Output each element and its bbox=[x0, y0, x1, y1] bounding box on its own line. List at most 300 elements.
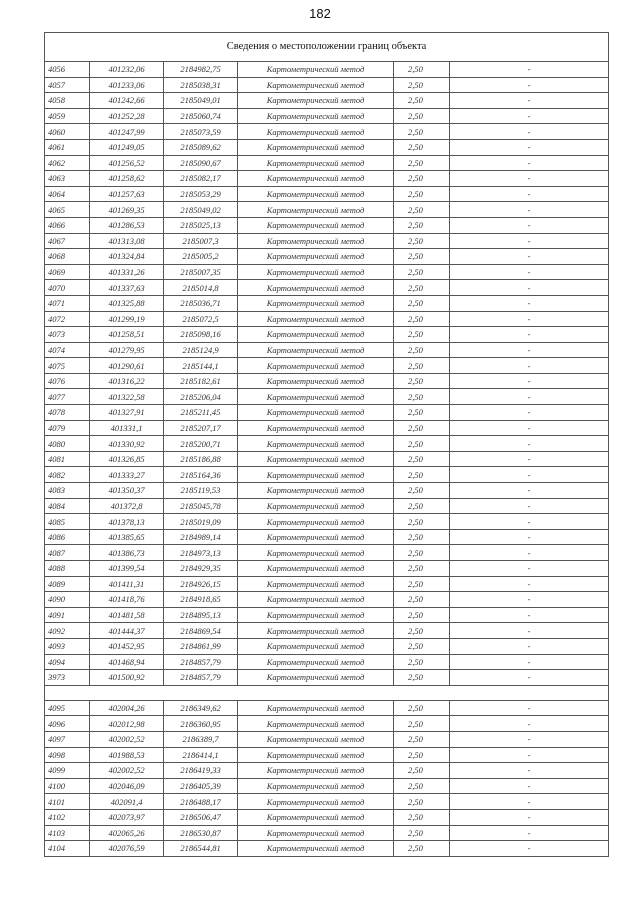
point-number-cell: 4056 bbox=[45, 62, 90, 78]
point-number-cell: 4096 bbox=[45, 716, 90, 732]
x-coordinate-cell: 401299,19 bbox=[90, 311, 164, 327]
precision-cell: 2,50 bbox=[394, 124, 450, 140]
description-cell: - bbox=[450, 155, 609, 171]
y-coordinate-cell: 2185005,2 bbox=[164, 249, 238, 265]
table-row bbox=[45, 358, 609, 374]
description-cell: - bbox=[450, 825, 609, 841]
y-coordinate-cell: 2186419,33 bbox=[164, 763, 238, 779]
precision-cell: 2,50 bbox=[394, 763, 450, 779]
y-coordinate-cell: 2185186,88 bbox=[164, 451, 238, 467]
description-cell: - bbox=[450, 124, 609, 140]
point-number-cell: 4057 bbox=[45, 77, 90, 93]
method-cell: Картометрический метод bbox=[238, 731, 394, 747]
description-cell: - bbox=[450, 529, 609, 545]
x-coordinate-cell: 401331,1 bbox=[90, 420, 164, 436]
point-number-cell: 4093 bbox=[45, 638, 90, 654]
description-cell: - bbox=[450, 654, 609, 670]
y-coordinate-cell: 2186506,47 bbox=[164, 809, 238, 825]
y-coordinate-cell: 2185049,02 bbox=[164, 202, 238, 218]
description-cell: - bbox=[450, 607, 609, 623]
x-coordinate-cell: 401290,61 bbox=[90, 358, 164, 374]
method-cell: Картометрический метод bbox=[238, 62, 394, 78]
method-cell: Картометрический метод bbox=[238, 93, 394, 109]
description-cell: - bbox=[450, 139, 609, 155]
y-coordinate-cell: 2184982,75 bbox=[164, 62, 238, 78]
x-coordinate-cell: 401325,88 bbox=[90, 295, 164, 311]
table-row bbox=[45, 280, 609, 296]
method-cell: Картометрический метод bbox=[238, 108, 394, 124]
description-cell: - bbox=[450, 280, 609, 296]
description-cell: - bbox=[450, 233, 609, 249]
x-coordinate-cell: 401269,35 bbox=[90, 202, 164, 218]
precision-cell: 2,50 bbox=[394, 529, 450, 545]
table-row bbox=[45, 623, 609, 639]
point-number-cell: 4076 bbox=[45, 373, 90, 389]
point-number-cell: 4067 bbox=[45, 233, 90, 249]
y-coordinate-cell: 2184895,13 bbox=[164, 607, 238, 623]
description-cell: - bbox=[450, 108, 609, 124]
description-cell: - bbox=[450, 638, 609, 654]
precision-cell: 2,50 bbox=[394, 233, 450, 249]
description-cell: - bbox=[450, 731, 609, 747]
y-coordinate-cell: 2185053,29 bbox=[164, 186, 238, 202]
y-coordinate-cell: 2184989,14 bbox=[164, 529, 238, 545]
precision-cell: 2,50 bbox=[394, 747, 450, 763]
table-row bbox=[45, 264, 609, 280]
description-cell: - bbox=[450, 809, 609, 825]
point-number-cell: 4061 bbox=[45, 139, 90, 155]
point-number-cell: 4088 bbox=[45, 561, 90, 577]
precision-cell: 2,50 bbox=[394, 467, 450, 483]
x-coordinate-cell: 402065,26 bbox=[90, 825, 164, 841]
x-coordinate-cell: 401330,92 bbox=[90, 436, 164, 452]
x-coordinate-cell: 401257,63 bbox=[90, 186, 164, 202]
precision-cell: 2,50 bbox=[394, 155, 450, 171]
precision-cell: 2,50 bbox=[394, 217, 450, 233]
table-row bbox=[45, 186, 609, 202]
x-coordinate-cell: 401411,31 bbox=[90, 576, 164, 592]
point-number-cell: 4100 bbox=[45, 778, 90, 794]
point-number-cell: 4077 bbox=[45, 389, 90, 405]
y-coordinate-cell: 2185073,59 bbox=[164, 124, 238, 140]
table-row bbox=[45, 451, 609, 467]
point-number-cell: 4071 bbox=[45, 295, 90, 311]
precision-cell: 2,50 bbox=[394, 295, 450, 311]
y-coordinate-cell: 2184973,13 bbox=[164, 545, 238, 561]
y-coordinate-cell: 2185049,01 bbox=[164, 93, 238, 109]
y-coordinate-cell: 2186530,87 bbox=[164, 825, 238, 841]
table-row bbox=[45, 77, 609, 93]
point-number-cell: 4085 bbox=[45, 514, 90, 530]
boundary-table bbox=[44, 32, 609, 857]
point-number-cell: 4080 bbox=[45, 436, 90, 452]
method-cell: Картометрический метод bbox=[238, 841, 394, 857]
x-coordinate-cell: 402046,09 bbox=[90, 778, 164, 794]
x-coordinate-cell: 401444,37 bbox=[90, 623, 164, 639]
precision-cell: 2,50 bbox=[394, 483, 450, 499]
group-separator-row bbox=[45, 685, 609, 700]
x-coordinate-cell: 401331,26 bbox=[90, 264, 164, 280]
method-cell: Картометрический метод bbox=[238, 451, 394, 467]
precision-cell: 2,50 bbox=[394, 93, 450, 109]
table-row bbox=[45, 794, 609, 810]
y-coordinate-cell: 2185206,04 bbox=[164, 389, 238, 405]
y-coordinate-cell: 2186488,17 bbox=[164, 794, 238, 810]
x-coordinate-cell: 401242,66 bbox=[90, 93, 164, 109]
table-row bbox=[45, 467, 609, 483]
table-title-row bbox=[45, 33, 609, 62]
precision-cell: 2,50 bbox=[394, 311, 450, 327]
x-coordinate-cell: 402076,59 bbox=[90, 841, 164, 857]
x-coordinate-cell: 401256,52 bbox=[90, 155, 164, 171]
precision-cell: 2,50 bbox=[394, 670, 450, 686]
y-coordinate-cell: 2185090,67 bbox=[164, 155, 238, 171]
table-row bbox=[45, 731, 609, 747]
description-cell: - bbox=[450, 420, 609, 436]
y-coordinate-cell: 2185182,61 bbox=[164, 373, 238, 389]
point-number-cell: 4094 bbox=[45, 654, 90, 670]
method-cell: Картометрический метод bbox=[238, 124, 394, 140]
x-coordinate-cell: 401386,73 bbox=[90, 545, 164, 561]
precision-cell: 2,50 bbox=[394, 825, 450, 841]
precision-cell: 2,50 bbox=[394, 638, 450, 654]
table-row bbox=[45, 747, 609, 763]
precision-cell: 2,50 bbox=[394, 607, 450, 623]
table-row bbox=[45, 124, 609, 140]
x-coordinate-cell: 401316,22 bbox=[90, 373, 164, 389]
y-coordinate-cell: 2185211,45 bbox=[164, 405, 238, 421]
y-coordinate-cell: 2185124,9 bbox=[164, 342, 238, 358]
y-coordinate-cell: 2185036,71 bbox=[164, 295, 238, 311]
point-number-cell: 4086 bbox=[45, 529, 90, 545]
x-coordinate-cell: 402091,4 bbox=[90, 794, 164, 810]
point-number-cell: 4095 bbox=[45, 700, 90, 716]
method-cell: Картометрический метод bbox=[238, 576, 394, 592]
description-cell: - bbox=[450, 389, 609, 405]
table-row bbox=[45, 311, 609, 327]
point-number-cell: 4097 bbox=[45, 731, 90, 747]
method-cell: Картометрический метод bbox=[238, 264, 394, 280]
precision-cell: 2,50 bbox=[394, 700, 450, 716]
point-number-cell: 4104 bbox=[45, 841, 90, 857]
y-coordinate-cell: 2185164,36 bbox=[164, 467, 238, 483]
y-coordinate-cell: 2185207,17 bbox=[164, 420, 238, 436]
method-cell: Картометрический метод bbox=[238, 700, 394, 716]
y-coordinate-cell: 2185144,1 bbox=[164, 358, 238, 374]
precision-cell: 2,50 bbox=[394, 264, 450, 280]
y-coordinate-cell: 2185038,31 bbox=[164, 77, 238, 93]
method-cell: Картометрический метод bbox=[238, 420, 394, 436]
x-coordinate-cell: 401481,58 bbox=[90, 607, 164, 623]
point-number-cell: 4090 bbox=[45, 592, 90, 608]
precision-cell: 2,50 bbox=[394, 249, 450, 265]
description-cell: - bbox=[450, 794, 609, 810]
method-cell: Картометрический метод bbox=[238, 529, 394, 545]
y-coordinate-cell: 2184918,65 bbox=[164, 592, 238, 608]
table-row bbox=[45, 483, 609, 499]
table-row bbox=[45, 436, 609, 452]
table-row bbox=[45, 763, 609, 779]
precision-cell: 2,50 bbox=[394, 280, 450, 296]
method-cell: Картометрический метод bbox=[238, 561, 394, 577]
table-row bbox=[45, 108, 609, 124]
precision-cell: 2,50 bbox=[394, 373, 450, 389]
method-cell: Картометрический метод bbox=[238, 638, 394, 654]
x-coordinate-cell: 401313,08 bbox=[90, 233, 164, 249]
point-number-cell: 4099 bbox=[45, 763, 90, 779]
description-cell: - bbox=[450, 561, 609, 577]
point-number-cell: 4068 bbox=[45, 249, 90, 265]
point-number-cell: 4102 bbox=[45, 809, 90, 825]
table-row bbox=[45, 342, 609, 358]
precision-cell: 2,50 bbox=[394, 202, 450, 218]
precision-cell: 2,50 bbox=[394, 389, 450, 405]
y-coordinate-cell: 2185200,71 bbox=[164, 436, 238, 452]
x-coordinate-cell: 401322,58 bbox=[90, 389, 164, 405]
method-cell: Картометрический метод bbox=[238, 654, 394, 670]
group-separator bbox=[45, 685, 609, 700]
description-cell: - bbox=[450, 747, 609, 763]
x-coordinate-cell: 401988,53 bbox=[90, 747, 164, 763]
point-number-cell: 4084 bbox=[45, 498, 90, 514]
point-number-cell: 4066 bbox=[45, 217, 90, 233]
x-coordinate-cell: 402004,26 bbox=[90, 700, 164, 716]
precision-cell: 2,50 bbox=[394, 327, 450, 343]
point-number-cell: 4075 bbox=[45, 358, 90, 374]
x-coordinate-cell: 402073,97 bbox=[90, 809, 164, 825]
method-cell: Картометрический метод bbox=[238, 747, 394, 763]
description-cell: - bbox=[450, 778, 609, 794]
precision-cell: 2,50 bbox=[394, 561, 450, 577]
description-cell: - bbox=[450, 264, 609, 280]
y-coordinate-cell: 2185025,13 bbox=[164, 217, 238, 233]
x-coordinate-cell: 401452,95 bbox=[90, 638, 164, 654]
table-row bbox=[45, 171, 609, 187]
table-row bbox=[45, 373, 609, 389]
method-cell: Картометрический метод bbox=[238, 171, 394, 187]
precision-cell: 2,50 bbox=[394, 545, 450, 561]
description-cell: - bbox=[450, 436, 609, 452]
x-coordinate-cell: 401286,53 bbox=[90, 217, 164, 233]
method-cell: Картометрический метод bbox=[238, 311, 394, 327]
y-coordinate-cell: 2185045,78 bbox=[164, 498, 238, 514]
y-coordinate-cell: 2186544,81 bbox=[164, 841, 238, 857]
y-coordinate-cell: 2185098,16 bbox=[164, 327, 238, 343]
x-coordinate-cell: 401399,54 bbox=[90, 561, 164, 577]
point-number-cell: 4101 bbox=[45, 794, 90, 810]
table-row bbox=[45, 202, 609, 218]
x-coordinate-cell: 401233,06 bbox=[90, 77, 164, 93]
description-cell: - bbox=[450, 498, 609, 514]
precision-cell: 2,50 bbox=[394, 77, 450, 93]
point-number-cell: 4103 bbox=[45, 825, 90, 841]
y-coordinate-cell: 2184857,79 bbox=[164, 654, 238, 670]
page-number: 182 bbox=[309, 6, 331, 21]
method-cell: Картометрический метод bbox=[238, 778, 394, 794]
y-coordinate-cell: 2186389,7 bbox=[164, 731, 238, 747]
point-number-cell: 3973 bbox=[45, 670, 90, 686]
x-coordinate-cell: 401468,94 bbox=[90, 654, 164, 670]
point-number-cell: 4083 bbox=[45, 483, 90, 499]
method-cell: Картометрический метод bbox=[238, 592, 394, 608]
x-coordinate-cell: 401324,84 bbox=[90, 249, 164, 265]
method-cell: Картометрический метод bbox=[238, 249, 394, 265]
method-cell: Картометрический метод bbox=[238, 483, 394, 499]
description-cell: - bbox=[450, 327, 609, 343]
description-cell: - bbox=[450, 62, 609, 78]
y-coordinate-cell: 2185119,53 bbox=[164, 483, 238, 499]
method-cell: Картометрический метод bbox=[238, 405, 394, 421]
description-cell: - bbox=[450, 576, 609, 592]
table-row bbox=[45, 561, 609, 577]
point-number-cell: 4058 bbox=[45, 93, 90, 109]
description-cell: - bbox=[450, 171, 609, 187]
method-cell: Картометрический метод bbox=[238, 280, 394, 296]
method-cell: Картометрический метод bbox=[238, 155, 394, 171]
table-title: Сведения о местоположении границ объекта bbox=[45, 33, 609, 62]
method-cell: Картометрический метод bbox=[238, 342, 394, 358]
description-cell: - bbox=[450, 545, 609, 561]
table-row bbox=[45, 841, 609, 857]
precision-cell: 2,50 bbox=[394, 451, 450, 467]
y-coordinate-cell: 2186405,39 bbox=[164, 778, 238, 794]
table-row bbox=[45, 700, 609, 716]
point-number-cell: 4081 bbox=[45, 451, 90, 467]
table-row bbox=[45, 778, 609, 794]
y-coordinate-cell: 2184861,99 bbox=[164, 638, 238, 654]
description-cell: - bbox=[450, 249, 609, 265]
description-cell: - bbox=[450, 451, 609, 467]
precision-cell: 2,50 bbox=[394, 498, 450, 514]
y-coordinate-cell: 2185072,5 bbox=[164, 311, 238, 327]
y-coordinate-cell: 2185019,09 bbox=[164, 514, 238, 530]
table-row bbox=[45, 670, 609, 686]
method-cell: Картометрический метод bbox=[238, 794, 394, 810]
point-number-cell: 4091 bbox=[45, 607, 90, 623]
precision-cell: 2,50 bbox=[394, 405, 450, 421]
method-cell: Картометрический метод bbox=[238, 139, 394, 155]
x-coordinate-cell: 402002,52 bbox=[90, 731, 164, 747]
description-cell: - bbox=[450, 841, 609, 857]
table-row bbox=[45, 295, 609, 311]
point-number-cell: 4070 bbox=[45, 280, 90, 296]
x-coordinate-cell: 401258,62 bbox=[90, 171, 164, 187]
precision-cell: 2,50 bbox=[394, 171, 450, 187]
x-coordinate-cell: 401279,95 bbox=[90, 342, 164, 358]
x-coordinate-cell: 401252,28 bbox=[90, 108, 164, 124]
table-row bbox=[45, 498, 609, 514]
table-row bbox=[45, 233, 609, 249]
precision-cell: 2,50 bbox=[394, 514, 450, 530]
point-number-cell: 4059 bbox=[45, 108, 90, 124]
point-number-cell: 4074 bbox=[45, 342, 90, 358]
method-cell: Картометрический метод bbox=[238, 186, 394, 202]
point-number-cell: 4062 bbox=[45, 155, 90, 171]
precision-cell: 2,50 bbox=[394, 108, 450, 124]
y-coordinate-cell: 2185089,62 bbox=[164, 139, 238, 155]
table-row bbox=[45, 654, 609, 670]
precision-cell: 2,50 bbox=[394, 809, 450, 825]
x-coordinate-cell: 401247,99 bbox=[90, 124, 164, 140]
table-row bbox=[45, 93, 609, 109]
description-cell: - bbox=[450, 592, 609, 608]
x-coordinate-cell: 401258,51 bbox=[90, 327, 164, 343]
precision-cell: 2,50 bbox=[394, 731, 450, 747]
description-cell: - bbox=[450, 763, 609, 779]
point-number-cell: 4092 bbox=[45, 623, 90, 639]
table-row bbox=[45, 545, 609, 561]
x-coordinate-cell: 402002,52 bbox=[90, 763, 164, 779]
description-cell: - bbox=[450, 217, 609, 233]
y-coordinate-cell: 2186360,95 bbox=[164, 716, 238, 732]
point-number-cell: 4089 bbox=[45, 576, 90, 592]
table-row bbox=[45, 62, 609, 78]
point-number-cell: 4079 bbox=[45, 420, 90, 436]
method-cell: Картометрический метод bbox=[238, 607, 394, 623]
y-coordinate-cell: 2185014,8 bbox=[164, 280, 238, 296]
precision-cell: 2,50 bbox=[394, 186, 450, 202]
point-number-cell: 4098 bbox=[45, 747, 90, 763]
x-coordinate-cell: 401350,37 bbox=[90, 483, 164, 499]
description-cell: - bbox=[450, 405, 609, 421]
x-coordinate-cell: 401418,76 bbox=[90, 592, 164, 608]
description-cell: - bbox=[450, 700, 609, 716]
x-coordinate-cell: 401337,63 bbox=[90, 280, 164, 296]
method-cell: Картометрический метод bbox=[238, 389, 394, 405]
method-cell: Картометрический метод bbox=[238, 436, 394, 452]
y-coordinate-cell: 2184929,35 bbox=[164, 561, 238, 577]
x-coordinate-cell: 401326,85 bbox=[90, 451, 164, 467]
precision-cell: 2,50 bbox=[394, 358, 450, 374]
method-cell: Картометрический метод bbox=[238, 295, 394, 311]
method-cell: Картометрический метод bbox=[238, 77, 394, 93]
table-row bbox=[45, 592, 609, 608]
method-cell: Картометрический метод bbox=[238, 373, 394, 389]
table-row bbox=[45, 716, 609, 732]
x-coordinate-cell: 401378,13 bbox=[90, 514, 164, 530]
y-coordinate-cell: 2184869,54 bbox=[164, 623, 238, 639]
table-row bbox=[45, 529, 609, 545]
description-cell: - bbox=[450, 716, 609, 732]
point-number-cell: 4069 bbox=[45, 264, 90, 280]
precision-cell: 2,50 bbox=[394, 623, 450, 639]
x-coordinate-cell: 401232,06 bbox=[90, 62, 164, 78]
table-row bbox=[45, 389, 609, 405]
point-number-cell: 4060 bbox=[45, 124, 90, 140]
description-cell: - bbox=[450, 483, 609, 499]
description-cell: - bbox=[450, 373, 609, 389]
table-row bbox=[45, 607, 609, 623]
table-row bbox=[45, 139, 609, 155]
description-cell: - bbox=[450, 670, 609, 686]
x-coordinate-cell: 401249,05 bbox=[90, 139, 164, 155]
y-coordinate-cell: 2185007,3 bbox=[164, 233, 238, 249]
table-row bbox=[45, 809, 609, 825]
precision-cell: 2,50 bbox=[394, 576, 450, 592]
description-cell: - bbox=[450, 186, 609, 202]
x-coordinate-cell: 402012,98 bbox=[90, 716, 164, 732]
method-cell: Картометрический метод bbox=[238, 467, 394, 483]
point-number-cell: 4087 bbox=[45, 545, 90, 561]
description-cell: - bbox=[450, 295, 609, 311]
method-cell: Картометрический метод bbox=[238, 825, 394, 841]
method-cell: Картометрический метод bbox=[238, 623, 394, 639]
point-number-cell: 4065 bbox=[45, 202, 90, 218]
method-cell: Картометрический метод bbox=[238, 716, 394, 732]
x-coordinate-cell: 401500,92 bbox=[90, 670, 164, 686]
precision-cell: 2,50 bbox=[394, 716, 450, 732]
y-coordinate-cell: 2185007,35 bbox=[164, 264, 238, 280]
